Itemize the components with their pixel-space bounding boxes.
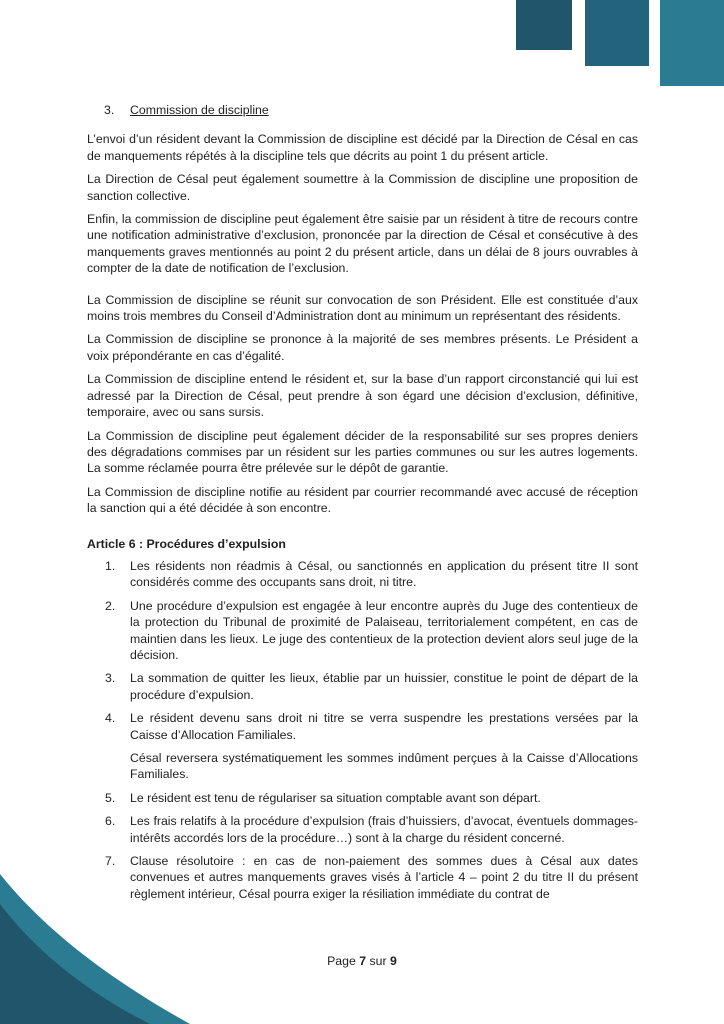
list-item — [87, 598, 638, 664]
list-item — [87, 558, 638, 591]
header-decoration-bar-3 — [660, 0, 724, 86]
header-decoration-bar-2 — [585, 0, 649, 66]
list-text: Le résident devenu sans droit ni titre se verra suspendre les prestations versées par la Caisse d’Allocation Familiales. — [130, 711, 638, 742]
paragraph: La Commission de discipline notifie au résident par courrier recommandé avec accusé de réception la sanction qui a été décidée à son encontre. — [87, 484, 638, 516]
list-text: La sommation de quitter les lieux, établie par un huissier, constitue le point de départ de la procédure d’expulsion. — [130, 671, 638, 702]
list-number: 5. — [105, 790, 116, 805]
list-text: Les résidents non réadmis à Césal, ou sanctionnés en application du présent titre II sont considérés comme des occupants sans droit, ni titre. — [130, 558, 638, 590]
page-total: 9 — [390, 954, 397, 968]
page-footer — [0, 954, 724, 968]
paragraph: La Commission de discipline peut également décider de la responsabilité sur ses propres deniers des dégradations commises par un résident sur les parties communes ou sur les autres logements. La somme réclamée pourra être prélevée sur le dépôt de garantie. — [87, 428, 638, 476]
list-number: 1. — [105, 558, 116, 573]
list-item — [87, 853, 638, 902]
list-number: 3. — [105, 671, 116, 686]
list-item — [87, 710, 638, 783]
list-item — [87, 790, 638, 806]
paragraph: La Commission de discipline se prononce à la majorité de ses membres présents. Le Président a voix prépondérante en cas d’égalité. — [87, 332, 638, 363]
list-text-continued: Césal reversera systématiquement les sommes indûment perçues à la Caisse d’Allocations Familiales. — [130, 751, 638, 782]
article-heading: Article 6 : Procédures d’expulsion — [87, 536, 286, 551]
list-text: Une procédure d’expulsion est engagée à leur encontre auprès du Juge des contentieux de la protection du Tribunal de proximité de Palaiseau, territorialement compétent, en cas de maintien dans les lieux. Le juge des contentieux de la protection devient alors seul juge de la décision. — [130, 598, 638, 662]
list-item — [87, 670, 638, 703]
list-number: 2. — [105, 598, 116, 613]
list-number: 7. — [105, 854, 116, 869]
list-number: 6. — [105, 814, 116, 829]
section-heading — [87, 102, 638, 118]
paragraph: La Direction de Césal peut également soumettre à la Commission de discipline une proposition de sanction collective. — [87, 172, 638, 203]
page-separator: sur — [369, 954, 387, 968]
section-number: 3. — [104, 103, 115, 117]
paragraph: L’envoi d’un résident devant la Commission de discipline est décidé par la Direction de Césal en cas de manquements répétés à la discipline tels que décrits au point 1 du présent article. — [87, 132, 638, 163]
list-text: Les frais relatifs à la procédure d’expulsion (frais d’huissiers, d’avocat, éventuels dommages-intérêts accordés lors de la procédure…) sont à la charge du résident concerné. — [130, 814, 638, 845]
header-decoration-bar-1 — [516, 0, 572, 50]
paragraph: La Commission de discipline entend le résident et, sur la base d’un rapport circonstancié qui lui est adressé par la Direction de Césal, peut prendre à son égard une décision d’exclusion, définitive, temporaire, avec ou sans sursis. — [87, 372, 638, 420]
page-current: 7 — [359, 954, 367, 968]
paragraph: Enfin, la commission de discipline peut également être saisie par un résident à titre de recours contre une notification administrative d’exclusion, prononcée par la direction de Césal et consécutive à des manquements graves mentionnés au point 2 du présent article, dans un délai de 8 jours ouvrables à compter de la date de notification de l’exclusion. — [87, 212, 638, 276]
paragraph: La Commission de discipline se réunit sur convocation de son Président. Elle est constituée d’aux moins trois membres du Conseil d’Administration dont au minimum un représentant des résidents. — [87, 292, 638, 324]
list-text: Le résident est tenu de régulariser sa situation comptable avant son départ. — [130, 790, 541, 805]
document-body — [87, 102, 638, 909]
list-text: Clause résolutoire : en cas de non-paiement des sommes dues à Césal aux dates convenues et autres manquements graves visés à l’article 4 – point 2 du titre II du présent règlement intérieur, Césal pourra exiger la résiliation immédiate du contrat de — [130, 854, 638, 901]
list-item — [87, 813, 638, 846]
list-number: 4. — [105, 711, 116, 726]
section-title: Commission de discipline — [130, 103, 269, 117]
page-label: Page — [327, 954, 356, 968]
